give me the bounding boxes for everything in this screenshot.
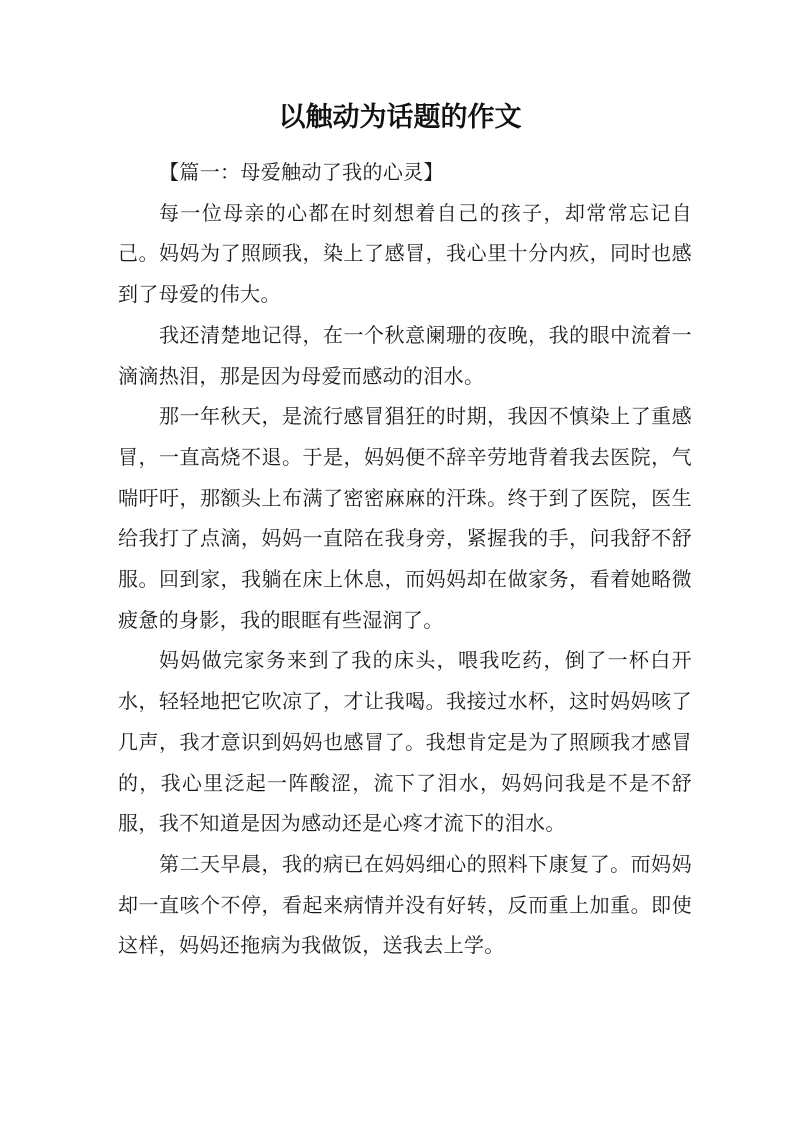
paragraph: 那一年秋天，是流行感冒猖狂的时期，我因不慎染上了重感冒，一直高烧不退。于是，妈妈便不辞辛劳地背着我去医院，气喘吁吁，那额头上布满了密密麻麻的汗珠。终于到了医院，医生给我打了点滴，妈妈一直陪在我身旁，紧握我的手，问我舒不舒服。回到家，我躺在床上休息，而妈妈却在做家务，看着她略微疲惫的身影，我的眼眶有些湿润了。 [118,404,692,632]
paragraph: 妈妈做完家务来到了我的床头，喂我吃药，倒了一杯白开水，轻轻地把它吹凉了，才让我喝。我接过水杯，这时妈妈咳了几声，我才意识到妈妈也感冒了。我想肯定是为了照顾我才感冒的，我心里泛起一阵酸涩，流下了泪水，妈妈问我是不是不舒服，我不知道是因为感动还是心疼才流下的泪水。 [118,648,692,836]
paragraph: 第二天早晨，我的病已在妈妈细心的照料下康复了。而妈妈却一直咳个不停，看起来病情并没有好转，反而重上加重。即使这样，妈妈还拖病为我做饭，送我去上学。 [118,851,692,958]
document-title: 以触动为话题的作文 [278,102,522,133]
paragraph: 每一位母亲的心都在时刻想着自己的孩子，却常常忘记自己。妈妈为了照顾我，染上了感冒，我心里十分内疚，同时也感到了母爱的伟大。 [118,200,692,307]
paragraph: 我还清楚地记得，在一个秋意阑珊的夜晚，我的眼中流着一滴滴热泪，那是因为母爱而感动的泪水。 [118,322,692,388]
section-heading: 【篇一：母爱触动了我的心灵】 [159,160,444,184]
document-body [118,152,692,966]
